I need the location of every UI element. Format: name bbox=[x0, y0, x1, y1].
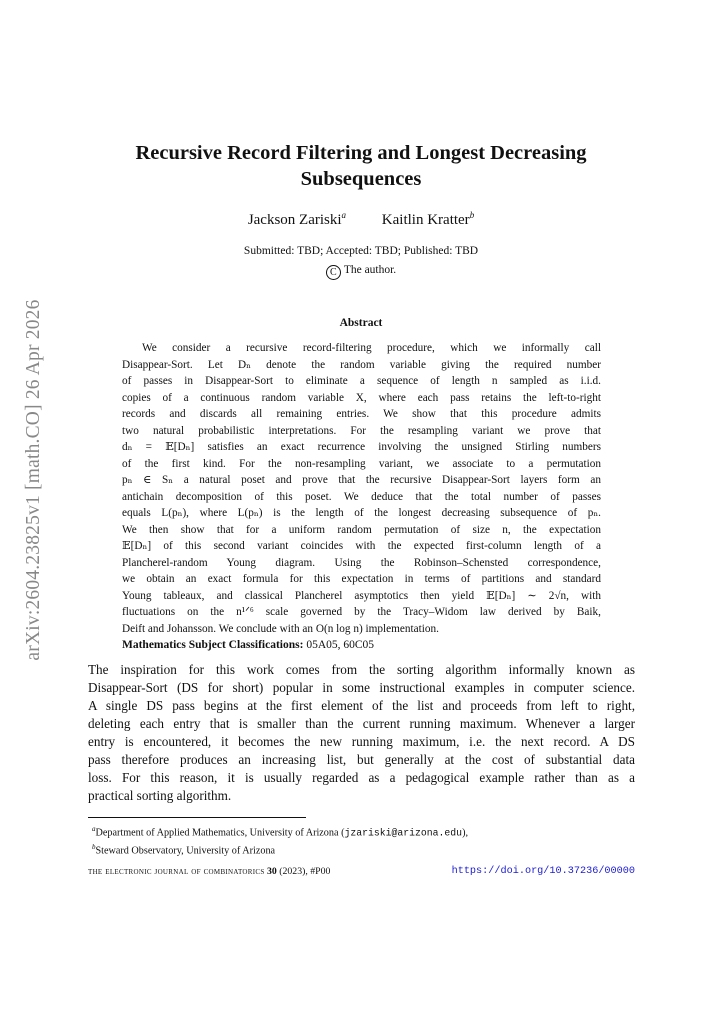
author-email[interactable]: jzariski@arizona.edu bbox=[344, 827, 463, 839]
abstract-line: Disappear-Sort. Let Dₙ denote the random variable giving the required number bbox=[122, 358, 601, 371]
intro-paragraph bbox=[88, 661, 635, 805]
footnotes bbox=[92, 822, 637, 859]
abstract-line: We consider a recursive record-filtering procedure, which we informally call bbox=[142, 342, 601, 354]
title-line-2: Subsequences bbox=[300, 168, 422, 190]
abstract-line: of passes in Disappear-Sort to eliminate a sequence of length n sampled as i.i.d. bbox=[122, 375, 601, 387]
abstract-line: dₙ = 𝔼[Dₙ] satisfies an exact recurrence involving the unsigned Stirling numbers bbox=[122, 441, 601, 453]
abstract-line: fluctuations on the n¹ᐟ⁶ scale governed by the Tracy–Widom law derived by Baik, bbox=[122, 606, 601, 618]
abstract-line: We then show that for a uniform random permutation of size n, the expectation bbox=[122, 523, 601, 536]
abstract-line: of the first kind. For the non-resampling variant, we associate to a permutation bbox=[122, 457, 601, 470]
abstract-line: pₙ ∈ Sₙ a natural poset and prove that the recursive Disappear-Sort layers form an bbox=[122, 474, 601, 486]
abstract-line: equals L(pₙ), where L(pₙ) is the length of the longest decreasing subsequence of pₙ. bbox=[122, 507, 601, 519]
author-list bbox=[88, 210, 634, 229]
body-line: entry is encountered, it becomes the new running maximum, i.e. the next record. A DS bbox=[88, 734, 635, 749]
body-line: deleting each entry that is smaller than the current running maximum. Whenever a larger bbox=[88, 716, 635, 731]
abstract-line: 𝔼[Dₙ] of this second variant coincides with the expected first-column length of a bbox=[122, 540, 601, 552]
abstract-line: Plancherel-random Young diagram. Using the Robinson–Schensted correspondence, bbox=[122, 556, 601, 569]
journal-name: the electronic journal of combinatorics bbox=[88, 866, 265, 877]
msc-value: 05A05, 60C05 bbox=[306, 639, 375, 651]
footnote: $^b$Steward Observatory, University of Arizona bbox=[92, 843, 276, 857]
author: Kaitlin Kratter$^b$ bbox=[381, 210, 475, 228]
body-line: pass therefore produces an increasing list, but generally at the cost of substantial data bbox=[88, 752, 635, 767]
abstract-line: antichain decomposition of this poset. We deduce that the total number of passes bbox=[122, 490, 601, 503]
submission-dates: Submitted: TBD; Accepted: TBD; Published: TBD bbox=[243, 245, 479, 257]
author: Jackson Zariski$^a$ bbox=[247, 210, 347, 228]
footnote: $^a$Department of Applied Mathematics, University of Arizona (jzariski@arizona.edu), bbox=[92, 825, 469, 839]
paper-page: arXiv:2604.23825v1 [math.CO] 26 Apr 2026 Recursive Record Filtering and Longest Decreasing Subsequences Jackson Zariski$^a$ Kaitlin Kratter$^b$ Submitted: TBD; Accepted: TBD; Published: TBD C The author. Abstract We consider a recursive record-filtering procedure, which we informally call Disappear-Sort. Let Dₙ denote the random variable giving the required number of passes in Disappear-Sort to eliminate a sequence of length n sampled as i.i.d. copies of a continuous random variable X, where each pass retains the left-to-right records and discards all remaining entries. We show that this procedure admits two natural probabilistic interpretations. For the resampling variant we prove that dₙ = 𝔼[Dₙ] satisfies an exact recurrence involving the unsigned Stirling numbers of the first kind. For the non-resampling variant, we associate to a permutation pₙ ∈ Sₙ a natural poset and prove that the recursive Disappear-Sort layers form an antichain decomposition of this poset. We deduce that the total number of passes equals L(pₙ), where L(pₙ) is the length of the longest decreasing subsequence of pₙ. We then show that for a uniform random permutation of size n, the expectation 𝔼[Dₙ] of this second variant coincides with the expected first-column length of a Plancherel-random Young diagram. Using the Robinson–Schensted correspondence, we obtain an exact formula for this expectation in terms of partitions and standard Young tableaux, and classical Plancherel asymptotics then yield 𝔼[Dₙ] ∼ 2√n, with fluctuations on the n¹ᐟ⁶ scale governed by the Tracy–Widom law derived by Baik, Deift and Johansson. We conclude with an O(n log n) implementation. Mathematics Subject Classifications: 05A05, 60C05 The inspiration for this work comes from the sorting algorithm informally known as Disappear-Sort (DS for short) popular in some instructional examples in computer science. A single DS pass begins at the first element of the list and proceeds from left to right, deleting each entry that is smaller than the current running maximum. Whenever a larger entry is encountered, it becomes the new running maximum, i.e. the next record. A DS pass therefore produces an increasing list, but generally at the cost of substantial data loss. For this reason, it is usually regarded as a pedagogical example rather than as a practical sorting algorithm. $^a$Department of Applied Mathematics, University of Arizona (jzariski@arizona.edu), $^b$Steward Observatory, University of Arizona the electronic journal of combinatorics 30 (2023), #P00 https://doi.org/10.37236/00000 bbox=[23, 142, 635, 877]
body-line: loss. For this reason, it is usually regarded as a pedagogical example rather than as a bbox=[88, 770, 635, 785]
paper-title bbox=[88, 140, 634, 192]
body-line: Disappear-Sort (DS for short) popular in some instructional examples in computer science. bbox=[88, 680, 635, 695]
copyright-line: C The author. bbox=[88, 264, 634, 280]
abstract-line: records and discards all remaining entries. We show that this procedure admits bbox=[122, 408, 601, 420]
body-line: practical sorting algorithm. bbox=[88, 788, 232, 803]
title-line-1: Recursive Record Filtering and Longest Decreasing bbox=[135, 142, 587, 164]
body-line: The inspiration for this work comes from the sorting algorithm informally known as bbox=[88, 662, 635, 677]
copyright-icon: C bbox=[326, 265, 341, 280]
abstract-line: Young tableaux, and classical Plancherel asymptotics then yield 𝔼[Dₙ] ∼ 2√n, with bbox=[122, 589, 601, 602]
body-line: A single DS pass begins at the first element of the list and proceeds from left to right, bbox=[88, 698, 635, 713]
abstract-line: copies of a continuous random variable X, where each pass retains the left-to-right bbox=[122, 391, 601, 404]
msc-label: Mathematics Subject Classifications: bbox=[122, 639, 304, 651]
journal-volume: 30 bbox=[267, 866, 277, 877]
running-footer bbox=[88, 866, 635, 877]
journal-issue: (2023), #P00 bbox=[279, 866, 331, 877]
abstract-line: Deift and Johansson. We conclude with an O(n log n) implementation. bbox=[122, 622, 439, 635]
msc-line bbox=[122, 639, 601, 651]
abstract-heading: Abstract bbox=[339, 317, 383, 329]
footnote-rule bbox=[88, 817, 306, 818]
abstract-body bbox=[122, 340, 601, 637]
abstract-line: two natural probabilistic interpretations. For the resampling variant we prove that bbox=[122, 424, 601, 437]
doi-link[interactable]: https://doi.org/10.37236/00000 bbox=[451, 866, 635, 877]
abstract-line: we obtain an exact formula for this expectation in terms of partitions and standard bbox=[122, 573, 601, 585]
